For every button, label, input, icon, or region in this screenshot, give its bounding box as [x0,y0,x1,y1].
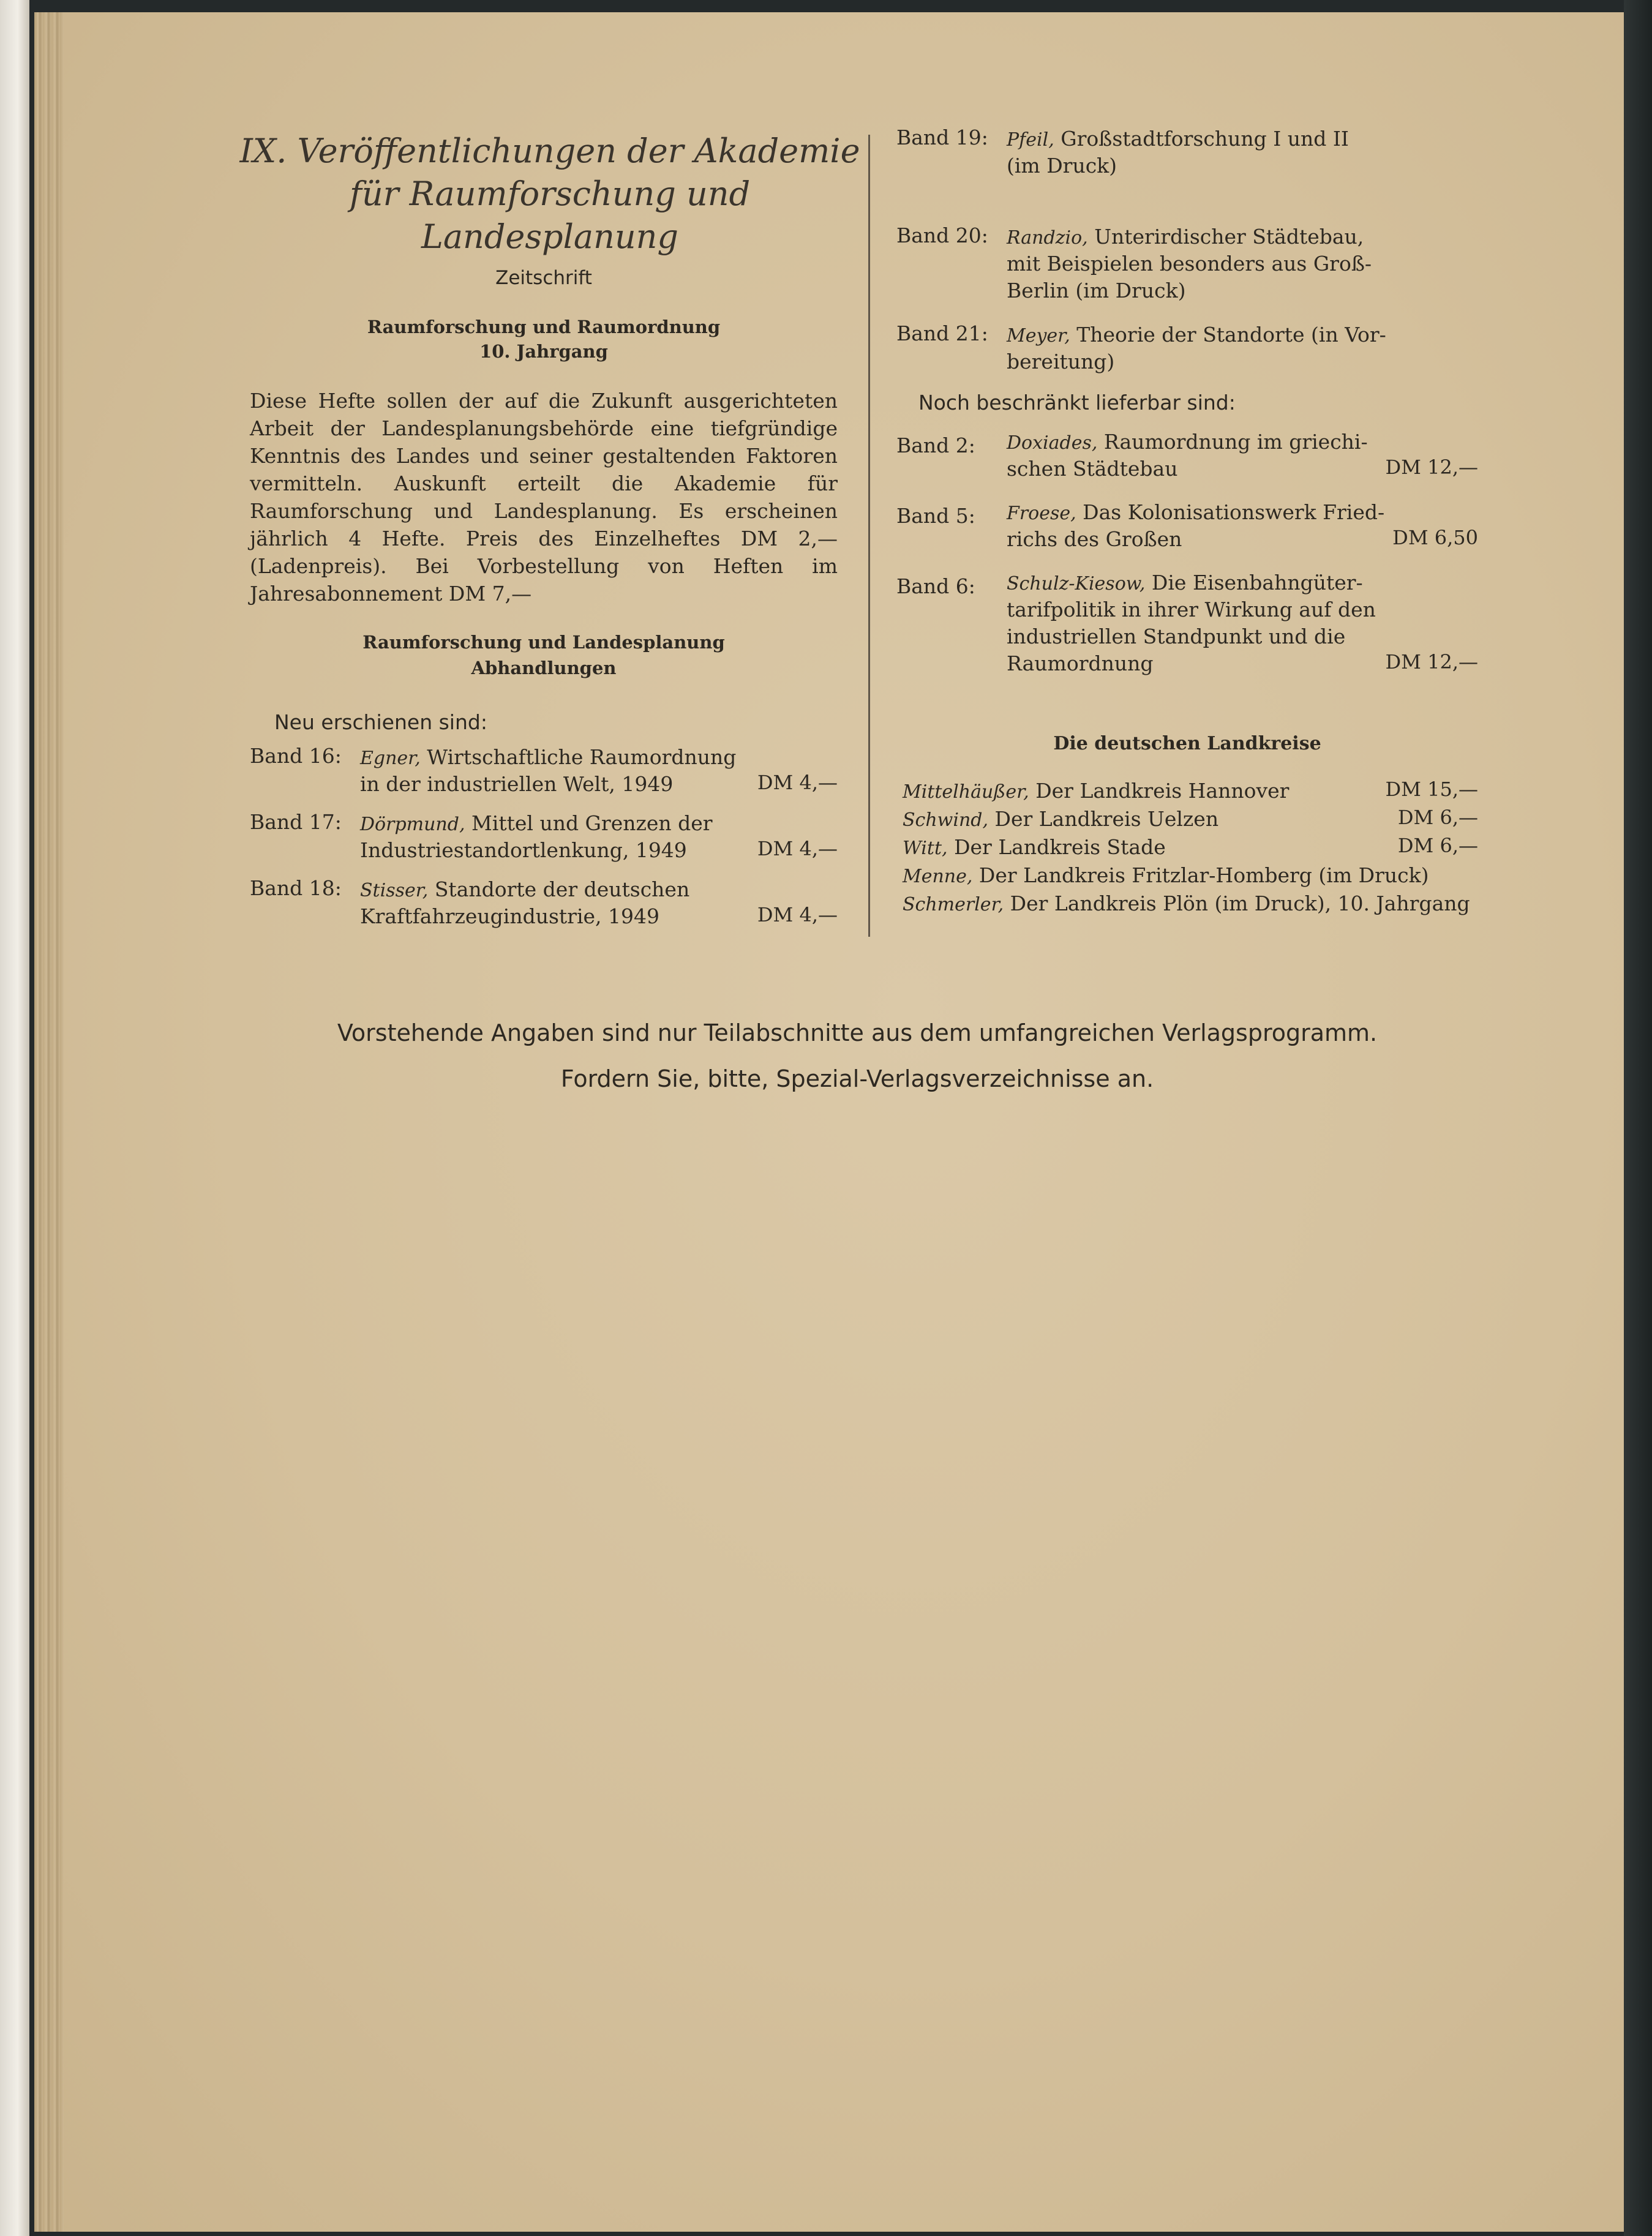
entry-title: Der Landkreis Hannover [1035,779,1290,803]
list-item [250,876,838,942]
entry-title: Der Landkreis Fritzlar-Homberg (im Druck) [978,863,1429,887]
entry-title: Der Landkreis Plön (im Druck), 10. Jahrgang [1010,891,1470,915]
list-item [896,499,1478,569]
landkreise-heading: Die deutschen Landkreise [1053,733,1321,754]
price: DM 6,50 [1392,526,1478,549]
list-item [903,834,1478,862]
abhandlungen-heading [250,629,838,681]
author: Pfeil, [1007,129,1054,151]
author: Mittelhäußer, [903,781,1029,803]
page-stack-edge [34,12,64,2232]
title-line-1: IX. Veröffentlichungen der Akademie [239,132,860,170]
list-item [903,862,1478,890]
price: DM 6,— [1397,834,1478,857]
scan-margin [0,0,29,2236]
band-number: Band 6: [896,574,975,598]
price: DM 12,— [1385,456,1478,479]
entry-line [903,806,1218,834]
entry-line-1 [360,744,736,772]
band-number: Band 16: [250,744,342,768]
zeitschrift-label: Zeitschrift [495,267,592,289]
entry-line-2: richs des Großen [1007,527,1182,551]
entry-title: Die Eisenbahngüter- [1151,571,1363,595]
author: Egner, [360,748,421,769]
entry-line-1 [1007,499,1384,527]
author: Froese, [1007,503,1076,524]
journal-name: Raumforschung und Raumordnung [367,317,721,337]
entry-line-1 [1007,569,1363,598]
new-releases-label: Neu erschienen sind: [274,710,487,734]
abhandlungen-heading-line-1: Raumforschung und Landesplanung [362,632,725,653]
price: DM 4,— [757,903,838,926]
column-divider [868,135,870,937]
author: Doxiades, [1007,432,1098,454]
author: Schwind, [903,809,989,831]
entry-line-1 [1007,223,1364,252]
band-number: Band 18: [250,876,342,900]
entry-line-3: Berlin (im Druck) [1007,279,1186,302]
price: DM 4,— [757,837,838,860]
entry-line-2: schen Städtebau [1007,457,1178,481]
price: DM 12,— [1385,650,1478,673]
entry-line [903,890,1470,918]
list-item [903,890,1478,918]
entry-line-1 [1007,429,1368,457]
entry-line-2: tarifpolitik in ihrer Wirkung auf den [1007,598,1376,621]
entry-title: Der Landkreis Uelzen [994,807,1219,831]
entry-line [903,778,1289,806]
author: Schmerler, [903,894,1004,915]
entry-title: Großstadtforschung I und II [1061,127,1349,151]
limited-availability-label: Noch beschränkt lieferbar sind: [918,391,1236,415]
entry-line-1 [1007,321,1386,350]
band-number: Band 19: [896,126,988,149]
entry-line-4: Raumordnung [1007,651,1154,675]
author: Stisser, [360,880,429,901]
price: DM 4,— [757,771,838,794]
entry-line-2: in der industriellen Welt, 1949 [360,772,674,796]
entry-line-1 [1007,126,1349,154]
band-number: Band 5: [896,504,975,528]
entry-title: Das Kolonisationswerk Fried- [1083,500,1385,524]
list-item [896,429,1478,499]
list-item [896,126,1405,223]
entry-line-2: Industriestandortlenkung, 1949 [360,838,687,862]
entry-line-2: bereitung) [1007,350,1115,373]
journal-title [250,315,838,364]
entry-title: Wirtschaftliche Raumordnung [427,745,737,769]
list-item [896,569,1478,686]
entry-line [903,834,1166,862]
price: DM 6,— [1397,806,1478,829]
entry-line-1 [360,810,713,838]
journal-volume: 10. Jahrgang [479,341,608,362]
landkreise-list [903,778,1478,918]
band-list-upcoming [896,126,1405,419]
entry-title: Raumordnung im griechi- [1103,430,1368,454]
band-list-new [250,744,838,942]
footer-line-2: Fordern Sie, bitte, Spezial-Verlagsverzeichnisse an. [560,1065,1154,1092]
list-item [250,744,838,810]
list-item [896,223,1405,321]
author: Schulz-Kiesow, [1007,573,1146,595]
entry-line [903,862,1429,890]
entry-title: Der Landkreis Stade [954,835,1166,859]
entry-title: Unterirdischer Städtebau, [1094,225,1364,249]
footer-line-1: Vorstehende Angaben sind nur Teilabschnitte aus dem umfangreichen Verlagsprogramm. [337,1019,1378,1046]
author: Meyer, [1007,325,1070,347]
band-number: Band 21: [896,321,988,345]
book-binding [1624,0,1652,2236]
band-list-limited [896,429,1478,686]
entry-line-2: mit Beispielen besonders aus Groß- [1007,252,1372,276]
entry-line-2: (im Druck) [1007,154,1117,178]
entry-title: Mittel und Grenzen der [471,811,713,835]
author: Witt, [903,838,948,859]
list-item [903,778,1478,806]
journal-description: Diese Hefte sollen der auf die Zukunft ausgerichteten Arbeit der Landesplanungsbehörde eine tiefgründige Kenntnis des Landes und seiner gestaltenden Faktoren vermitteln. Auskunft erteilt die Akademie für Raumforschung und Landesplanung. Es erscheinen jährlich 4 Hefte. Preis des Einzelheftes DM 2,— (Ladenpreis). Bei Vorbestellung von Heften im Jahresabonnement DM 7,— [250,389,838,606]
abhandlungen-heading-line-2: Abhandlungen [471,658,617,678]
price: DM 15,— [1385,778,1478,801]
entry-line-2: Kraftfahrzeugindustrie, 1949 [360,904,659,928]
title-line-2: für Raumforschung und Landesplanung [349,174,751,256]
entry-line-1 [360,876,689,904]
author: Randzio, [1007,227,1088,249]
list-item [250,810,838,876]
page-title [231,130,868,258]
entry-title: Theorie der Standorte (in Vor- [1076,323,1386,347]
author: Menne, [903,866,973,887]
band-number: Band 20: [896,223,988,247]
entry-line-3: industriellen Standpunkt und die [1007,625,1346,648]
band-number: Band 2: [896,433,975,457]
band-number: Band 17: [250,810,342,834]
entry-title: Standorte der deutschen [434,877,690,901]
list-item [903,806,1478,834]
author: Dörpmund, [360,814,465,835]
